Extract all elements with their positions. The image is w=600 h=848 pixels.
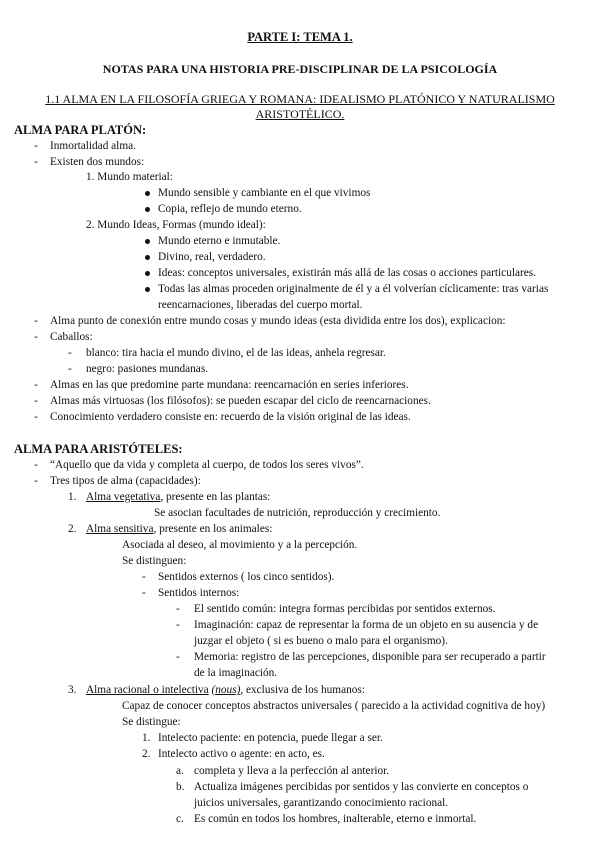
list-item: Sentidos externos ( los cinco sentidos). [158,571,335,583]
bullet-dot [145,287,150,292]
bullet-dot [145,207,150,212]
dash-bullet: - [34,411,38,423]
list-item-continuation: de la imaginación. [194,667,278,679]
list-item-desc: Se asocian facultades de nutrición, reproducción y crecimiento. [154,507,441,519]
list-item: Almas más virtuosas (los filósofos): se pueden escapar del ciclo de reencarnaciones. [50,395,431,407]
list-item-continuation: juicios universales, garantizando conocimiento racional. [194,797,449,809]
list-item [86,683,365,698]
list-item: Intelecto activo o agente: en acto, es. [158,748,325,760]
list-number: 2. [68,523,77,535]
dash-bullet: - [68,347,72,359]
list-number: 3. [68,684,77,696]
list-item: El sentido común: integra formas percibidas por sentidos externos. [194,603,496,615]
bullet-dot [145,255,150,260]
list-item-continuation: juzgar el objeto ( si es bueno o malo para el organismo). [194,635,448,647]
list-item: Existen dos mundos: [50,156,145,168]
dash-bullet: - [34,379,38,391]
list-item: Tres tipos de alma (capacidades): [50,475,201,487]
list-item [86,522,272,537]
list-item: Copia, reflejo de mundo eterno. [158,203,302,215]
list-item: Almas en las que predomine parte mundana: reencarnación en series inferiores. [50,379,409,391]
list-item: Mundo eterno e inmutable. [158,235,281,247]
aristoteles-title: ALMA PARA ARISTÓTELES: [14,442,183,456]
dash-bullet: - [176,651,180,663]
term-rest: , exclusiva de los humanos: [240,684,365,696]
bullet-dot [145,191,150,196]
list-item: Alma punto de conexión entre mundo cosas y mundo ideas (esta dividida entre los dos), explicacion: [50,315,506,327]
list-item: completa y lleva a la perfección al anterior. [194,765,390,777]
term-vegetativa: Alma vegetativa [86,491,161,503]
term-racional: Alma racional o intelectiva [86,684,209,696]
list-item: Imaginación: capaz de representar la forma de un objeto en su ausencia y de [194,619,539,631]
list-item-desc: Capaz de conocer conceptos abstractos universales ( parecido a la actividad cognitiva de hoy) [122,700,546,712]
platon-title: ALMA PARA PLATÓN: [14,123,147,137]
section-heading-line2: ARISTOTÉLICO. [255,107,345,121]
list-item-desc: Asociada al deseo, al movimiento y a la percepción. [122,539,358,551]
list-item [86,490,270,505]
dash-bullet: - [34,475,38,487]
list-item-desc: Se distingue: [122,716,181,728]
list-item: Ideas: conceptos universales, existirán más allá de las cosas o acciones particulares. [158,267,536,279]
document-subtitle: NOTAS PARA UNA HISTORIA PRE-DISCIPLINAR DE LA PSICOLOGÍA [102,62,498,76]
part-title: PARTE I: TEMA 1. [247,30,353,44]
list-item-desc: Se distinguen: [122,555,187,567]
list-item-continuation: reencarnaciones, liberadas del cuerpo mortal. [158,299,363,311]
term-sensitiva: Alma sensitiva [86,523,154,535]
list-letter: c. [176,813,184,825]
list-item: blanco: tira hacia el mundo divino, el de las ideas, anhela regresar. [86,347,386,359]
list-item: “Aquello que da vida y completa al cuerpo, de todos los seres vivos”. [50,459,364,471]
dash-bullet: - [34,459,38,471]
dash-bullet: - [142,587,146,599]
list-item: Todas las almas proceden originalmente de él y a él volverían cíclicamente: tras varias [158,283,549,295]
list-item: Divino, real, verdadero. [158,251,266,263]
list-item: 2. Mundo Ideas, Formas (mundo ideal): [86,219,266,231]
dash-bullet: - [142,571,146,583]
list-item: Actualiza imágenes percibidas por sentidos y las convierte en conceptos o [194,781,529,793]
list-item: Caballos: [50,331,93,343]
list-item: Es común en todos los hombres, inalterable, eterno e inmortal. [194,813,477,825]
list-item: Inmortalidad alma. [50,140,136,152]
list-number: 1. [142,732,151,744]
list-item: Conocimiento verdadero consiste en: recuerdo de la visión original de las ideas. [50,411,411,423]
dash-bullet: - [34,331,38,343]
list-letter: b. [176,781,185,793]
list-item: Intelecto paciente: en potencia, puede llegar a ser. [158,732,383,744]
term-nous: (nous) [211,684,241,696]
dash-bullet: - [68,363,72,375]
list-item: Sentidos internos: [158,587,240,599]
list-item: negro: pasiones mundanas. [86,363,209,375]
list-letter: a. [176,765,184,777]
list-item: Memoria: registro de las percepciones, disponible para ser recuperado a partir [194,651,546,663]
section-heading-line1: 1.1 ALMA EN LA FILOSOFÍA GRIEGA Y ROMANA: IDEALISMO PLATÓNICO Y NATURALISMO [45,92,555,106]
term-rest: , presente en los animales: [153,523,273,535]
list-item: 1. Mundo material: [86,171,173,183]
dash-bullet: - [176,603,180,615]
bullet-dot [145,271,150,276]
dash-bullet: - [176,619,180,631]
list-number: 1. [68,491,77,503]
dash-bullet: - [34,395,38,407]
term-rest: , presente en las plantas: [160,491,271,503]
dash-bullet: - [34,140,38,152]
dash-bullet: - [34,315,38,327]
list-number: 2. [142,748,151,760]
list-item: Mundo sensible y cambiante en el que vivimos [158,187,371,199]
bullet-dot [145,239,150,244]
dash-bullet: - [34,156,38,168]
